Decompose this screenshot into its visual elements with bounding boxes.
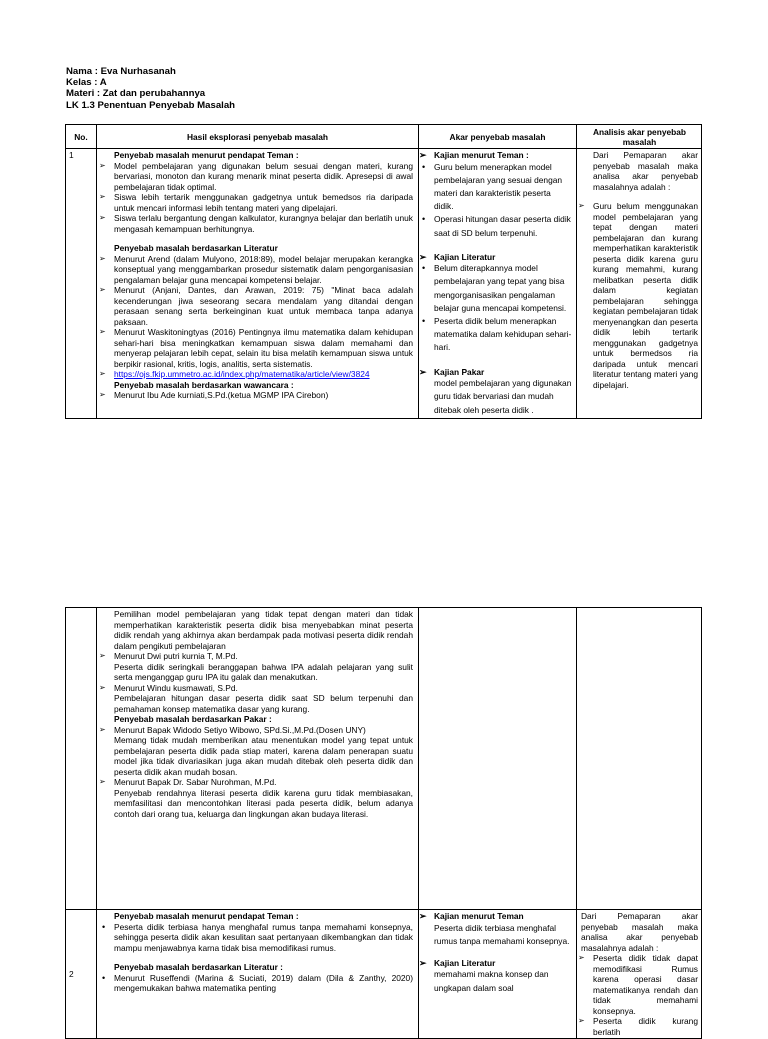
list-item	[114, 369, 413, 380]
literatur-title: Penyebab masalah berdasarkan Literatur	[114, 243, 278, 253]
row-number: 2	[66, 910, 97, 1039]
list-item: ➢ Guru belum menggunakan model pembelajaran yang tepat dengan materi pembelajaran dan kurang memperhatikan karakteristik peserta didik karena guru kurang memahmi, kurang melibatkan peserta didik dalam kegiatan pembelajaran sehingga kegiatan pembelajaran tidak menyenangkan dan peserta didik lebih tertarik menggunakan gadgetnya untuk bermedsos ria daripada untuk mencari literatur tentang materi yang dipelajari.	[593, 201, 698, 390]
hasil-cell	[97, 149, 419, 419]
akar-teman-title: ➢ Kajian menurut Teman	[434, 911, 572, 922]
analysis-table-page2	[65, 607, 702, 910]
analisis-cell	[577, 149, 702, 419]
akar-teman-text: Peserta didik terbiasa menghafal rumus tanpa memahami konsepnya.	[434, 922, 570, 946]
teman-title: Penyebab masalah menurut pendapat Teman :	[114, 911, 299, 921]
kelas-line: Kelas : A	[66, 77, 107, 89]
list-item: ➢ Menurut (Anjani, Dantes, dan Arawan, 2019: 75) "Minat baca adalah kecenderungan jiwa seseorang secara mendalam yang ditandai dengan perasaan senang serta berkeinginan kuat untuk membaca tanpa adanya paksaan.	[114, 285, 413, 327]
pakar-name: ➢ Menurut Bapak Dr. Sabar Nurohman, M.Pd.	[114, 777, 277, 787]
materi-line: Materi : Zat dan perubahannya	[66, 88, 206, 100]
akar-literatur-title: ➢ Kajian Literatur	[434, 252, 572, 263]
list-item: • Peserta didik belum menerapkan matematika dalam kehidupan sehari-hari.	[434, 315, 572, 355]
narasumber-name: ➢ Menurut Windu kusmawati, S.Pd.	[114, 682, 238, 693]
article-link[interactable]: https://ojs.fkip.ummetro.ac.id/index.php/matematika/article/view/3824	[114, 369, 370, 379]
list-item: ➢ Model pembelajaran yang digunakan belum sesuai dengan materi, kurang bervariasi, monoton dan kurang menarik minat peserta didik. Apresepsi di awal pembelajaran tidak optimal.	[114, 161, 413, 193]
teman-list	[114, 922, 413, 954]
akar-cell	[419, 910, 577, 1039]
literatur-list	[114, 973, 413, 994]
lk-title: LK 1.3 Penentuan Penyebab Masalah	[66, 99, 236, 111]
hasil-cell	[97, 910, 419, 1039]
akar-literatur-list	[434, 262, 572, 354]
akar-teman-title: ➢ Kajian menurut Teman :	[434, 150, 572, 161]
pakar-text: Penyebab rendahnya literasi peserta didik karena guru tidak membiasakan, memfasilitasi dan mencontohkan literasi pada peserta didik, belum adanya contoh dari orang tua, keluarga dan lingkungan akan budaya literasi.	[114, 787, 413, 819]
wawancara-title: Penyebab masalah berdasarkan wawancara :	[114, 379, 294, 390]
literatur-title: Penyebab masalah berdasarkan Literatur :	[114, 962, 283, 972]
pakar-text: Memang tidak mudah memberikan atau menentukan model yang tepat untuk pembelajaran peserta didik pada stiap materi, karena dalam penerapan suatu model jika tidak divariasikan juga akan mudah ditebak oleh peserta didik dan peserta didik akan mudah bosan.	[114, 735, 413, 777]
header-analisis: Analisis akar penyebab masalah	[577, 125, 702, 149]
analisis-cell-continued	[577, 608, 702, 910]
list-item: ➢ Menurut Waskitoningtyas (2016) Pentingnya ilmu matematika dalam kehidupan sehari-hari bisa meningkatkan kemampuan siswa dalam memahami dan menyerap pelajaran lebih cepat, selain itu bisa melatih kemampuan siswa untuk berpikir rasional, kritis, logis, analitis, serta sistematis.	[114, 327, 413, 369]
hasil-cell-continued	[97, 608, 419, 910]
list-item	[114, 725, 413, 778]
list-item: • Belum diterapkannya model pembelajaran yang tepat yang bisa mengorganisasikan pengalaman belajar guna mencapai kompetensi.	[434, 262, 572, 315]
list-item: • Menurut Ruseffendi (Marina & Suciati, 2019) dalam (Dila & Zanthy, 2020) mengemukakan bahwa matematika penting	[114, 973, 413, 994]
table-row	[66, 910, 702, 1039]
document-header	[66, 66, 706, 111]
list-item	[114, 651, 413, 683]
narasumber-name: ➢ Menurut Dwi putri kurnia T, M.Pd.	[114, 651, 238, 661]
akar-cell-continued	[419, 608, 577, 910]
akar-teman-list	[434, 161, 572, 240]
analysis-table-row2	[65, 909, 702, 1039]
list-item	[114, 777, 413, 819]
akar-pakar-title: ➢ Kajian Pakar	[434, 367, 572, 378]
list-item: ➢ Siswa lebih tertarik menggunakan gadgetnya untuk bemedsos ria daripada untuk mencari informasi lebih tentang materi yang dipelajari.	[114, 192, 413, 213]
analisis-intro: Dari Pemaparan akar penyebab masalah maka analisa akar penyebab masalahnya adalah :	[593, 150, 698, 192]
row-number	[66, 608, 97, 910]
list-item: • Guru belum menerapkan model pembelajaran yang sesuai dengan materi dan karakteristik peserta didik.	[434, 161, 572, 214]
akar-pakar-text: model pembelajaran yang digunakan guru tidak bervariasi dan mudah ditebak oleh peserta didik .	[434, 378, 572, 415]
list-item: ➢ Siswa terlalu bergantung dengan kalkulator, kurangnya belajar dan berlatih unuk mengasah kemampuan berhitungnya.	[114, 213, 413, 234]
analisis-cell	[577, 910, 702, 1039]
akar-literatur-title: ➢ Kajian Literatur	[434, 958, 572, 969]
header-no: No.	[66, 125, 97, 149]
table-row	[66, 608, 702, 910]
nama-line: Nama : Eva Nurhasanah	[66, 66, 176, 77]
teman-title: Penyebab masalah menurut pendapat Teman :	[114, 150, 299, 160]
wawancara-list	[114, 390, 413, 401]
analisis-list	[581, 201, 698, 390]
list-item: ➢ Peserta didik kurang berlatih	[593, 1016, 698, 1037]
wawancara-continued: Pemilihan model pembelajaran yang tidak tepat dengan materi dan tidak memperhatikan karakteristik peserta didik bisa menyebabkan minat peserta didik rendah yang akhirnya akan berdampak pada motivasi peserta didik rendah dalam pengikuti pembelajaran	[114, 609, 413, 651]
wawancara-list	[114, 651, 413, 714]
header-akar: Akar penyebab masalah	[419, 125, 577, 149]
list-item	[114, 683, 413, 715]
narasumber-text: Peserta didik seringkali beranggapan bahwa IPA adalah pelajaran yang sulit serta menganggap guru IPA itu galak dan menakutkan.	[114, 661, 413, 682]
pakar-name: ➢ Menurut Bapak Widodo Setiyo Wibowo, SPd.Si.,M.Pd.(Dosen UNY)	[114, 724, 366, 735]
list-item: • Peserta didik terbiasa hanya menghafal rumus tanpa memahami konsepnya, sehingga peserta didik akan kesulitan saat pertanyaan dikembangkan dan tidak mampu menjawabnya karna tidak bisa memodifikasi rumus.	[114, 922, 413, 954]
akar-literatur-text: memahami makna konsep dan ungkapan dalam soal	[434, 969, 549, 993]
list-item: ➢ Peserta didik tidak dapat memodifikasi Rumus karena operasi dasar matematikanya rendah dan tidak memahami konsepnya.	[593, 953, 698, 1016]
row-number: 1	[66, 149, 97, 419]
pakar-list	[114, 725, 413, 820]
list-item: ➢ Menurut Arend (dalam Mulyono, 2018:89), model belajar merupakan kerangka konseptual yang menggambarkan prosedur sistematik dalam pengorganisasian pengalaman belajar guna mencapai kompetensi belajar.	[114, 254, 413, 286]
table-header-row	[66, 125, 702, 149]
literatur-list	[114, 254, 413, 380]
list-item: • Operasi hitungan dasar peserta didik saat di SD belum terpenuhi.	[434, 213, 572, 239]
akar-cell	[419, 149, 577, 419]
analisis-list	[581, 953, 698, 1037]
pakar-title: Penyebab masalah berdasarkan Pakar :	[114, 714, 272, 724]
analysis-table-page1	[65, 124, 702, 419]
narasumber-text: Pembelajaran hitungan dasar peserta didik saat SD belum terpenuhi dan pemahaman konsep matematika dasar yang kurang.	[114, 693, 413, 714]
header-hasil: Hasil eksplorasi penyebab masalah	[97, 125, 419, 149]
analisis-intro: Dari Pemaparan akar penyebab masalah maka analisa akar penyebab masalahnya adalah :	[581, 911, 698, 953]
table-row	[66, 149, 702, 419]
teman-list	[114, 161, 413, 235]
list-item: ➢ Menurut Ibu Ade kurniati,S.Pd.(ketua MGMP IPA Cirebon)	[114, 390, 413, 401]
